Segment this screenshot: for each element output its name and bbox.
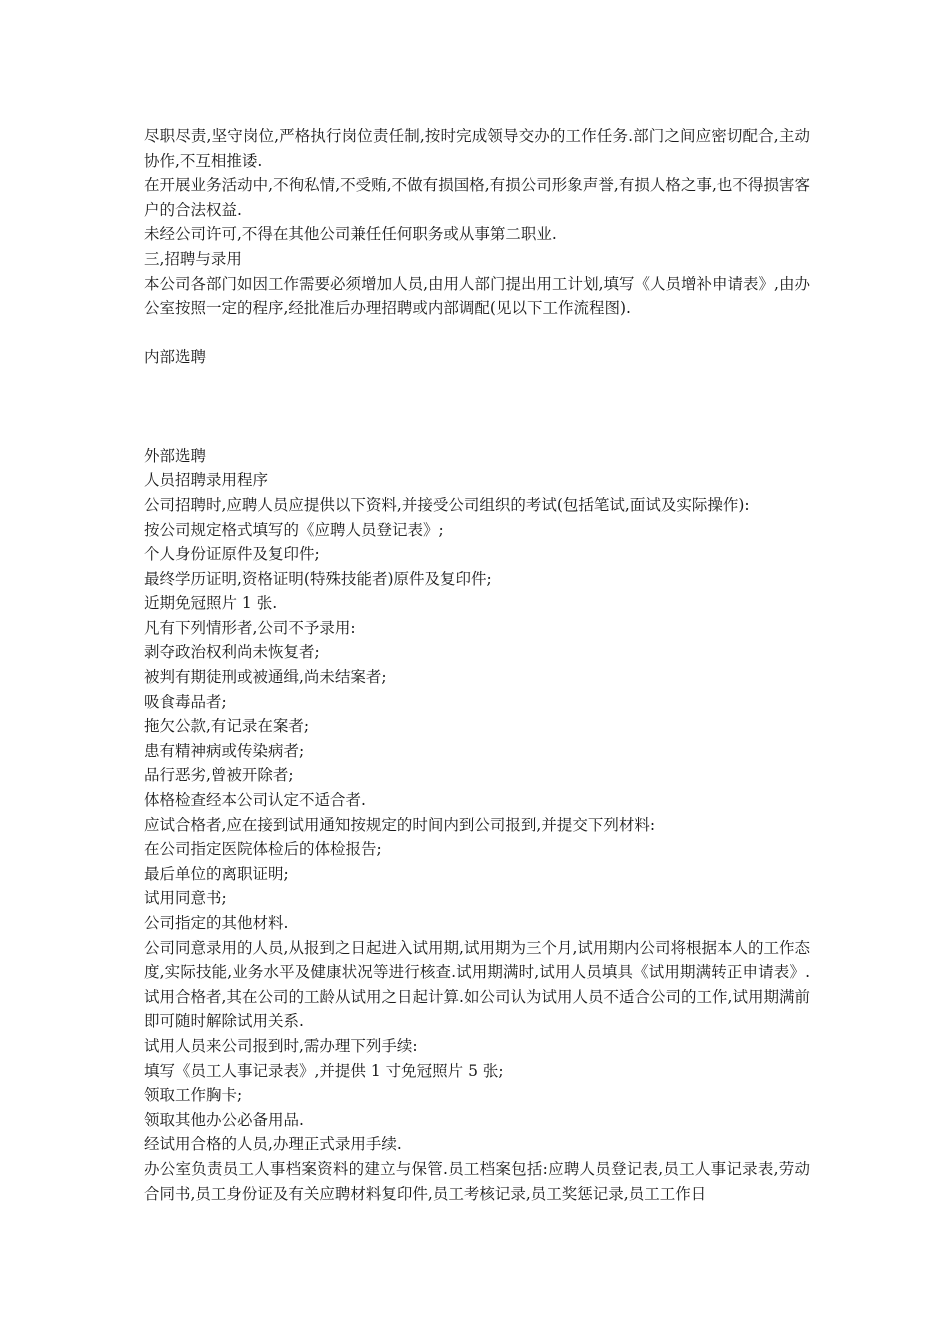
paragraph: 领取其他办公必备用品. <box>144 1110 304 1129</box>
paragraph: 经试用合格的人员,办理正式录用手续. <box>144 1135 402 1154</box>
paragraph: 填写《员工人事记录表》,并提供 1 寸免冠照片 5 张; <box>144 1061 504 1080</box>
paragraph: 尽职尽责,坚守岗位,严格执行岗位责任制,按时完成领导交办的工作任务.部门之间应密切配合,主动协作,不互相推诿. <box>144 127 810 170</box>
paragraph: 公司招聘时,应聘人员应提供以下资料,并接受公司组织的考试(包括笔试,面试及实际操作): <box>144 495 750 514</box>
paragraph: 被判有期徒刑或被通缉,尚未结案者; <box>144 668 387 687</box>
blank-line <box>144 321 810 346</box>
paragraph: 吸食毒品者; <box>144 692 227 711</box>
paragraph: 公司指定的其他材料. <box>144 914 289 933</box>
paragraph: 领取工作胸卡; <box>144 1086 243 1105</box>
paragraph: 在公司指定医院体检后的体检报告; <box>144 840 382 859</box>
flowchart-label-internal: 内部选聘 <box>144 348 207 367</box>
document-page <box>144 124 810 1206</box>
paragraph: 试用同意书; <box>144 889 227 908</box>
paragraph: 在开展业务活动中,不徇私情,不受贿,不做有损国格,有损公司形象声誉,有损人格之事,也不得损害客户的合法权益. <box>144 176 810 219</box>
paragraph: 患有精神病或传染病者; <box>144 741 305 760</box>
paragraph: 最终学历证明,资格证明(特殊技能者)原件及复印件; <box>144 569 492 588</box>
paragraph: 公司同意录用的人员,从报到之日起进入试用期,试用期为三个月,试用期内公司将根据本人的工作态度,实际技能,业务水平及健康状况等进行核查.试用期满时,试用人员填具《试用期满转正申请表》.试用合格者,其在公司的工龄从试用之日起计算.如公司认为试用人员不适合公司的工作,试用期满前即可随时解除试用关系. <box>144 938 810 1031</box>
paragraph: 个人身份证原件及复印件; <box>144 545 320 564</box>
paragraph: 凡有下列情形者,公司不予录用: <box>144 618 356 637</box>
section-heading: 三,招聘与录用 <box>144 249 242 268</box>
paragraph: 应试合格者,应在接到试用通知按规定的时间内到公司报到,并提交下列材料: <box>144 815 656 834</box>
paragraph: 试用人员来公司报到时,需办理下列手续: <box>144 1036 418 1055</box>
paragraph: 体格检查经本公司认定不适合者. <box>144 791 366 810</box>
flowchart-label-external: 外部选聘 <box>144 446 207 465</box>
paragraph: 品行恶劣,曾被开除者; <box>144 766 294 785</box>
paragraph: 近期免冠照片 1 张. <box>144 594 278 613</box>
paragraph: 最后单位的离职证明; <box>144 864 289 883</box>
flowchart-space <box>144 370 810 444</box>
paragraph: 拖欠公款,有记录在案者; <box>144 717 310 736</box>
paragraph: 剥夺政治权利尚未恢复者; <box>144 643 320 662</box>
paragraph: 人员招聘录用程序 <box>144 471 269 490</box>
paragraph: 办公室负责员工人事档案资料的建立与保管.员工档案包括:应聘人员登记表,员工人事记录表,劳动合同书,员工身份证及有关应聘材料复印件,员工考核记录,员工奖惩记录,员工工作日 <box>144 1159 810 1203</box>
paragraph-list <box>144 468 810 1206</box>
paragraph: 按公司规定格式填写的《应聘人员登记表》; <box>144 520 444 539</box>
paragraph: 未经公司许可,不得在其他公司兼任任何职务或从事第二职业. <box>144 225 557 244</box>
paragraph: 本公司各部门如因工作需要必须增加人员,由用人部门提出用工计划,填写《人员增补申请表》,由办公室按照一定的程序,经批准后办理招聘或内部调配(见以下工作流程图). <box>144 274 810 318</box>
